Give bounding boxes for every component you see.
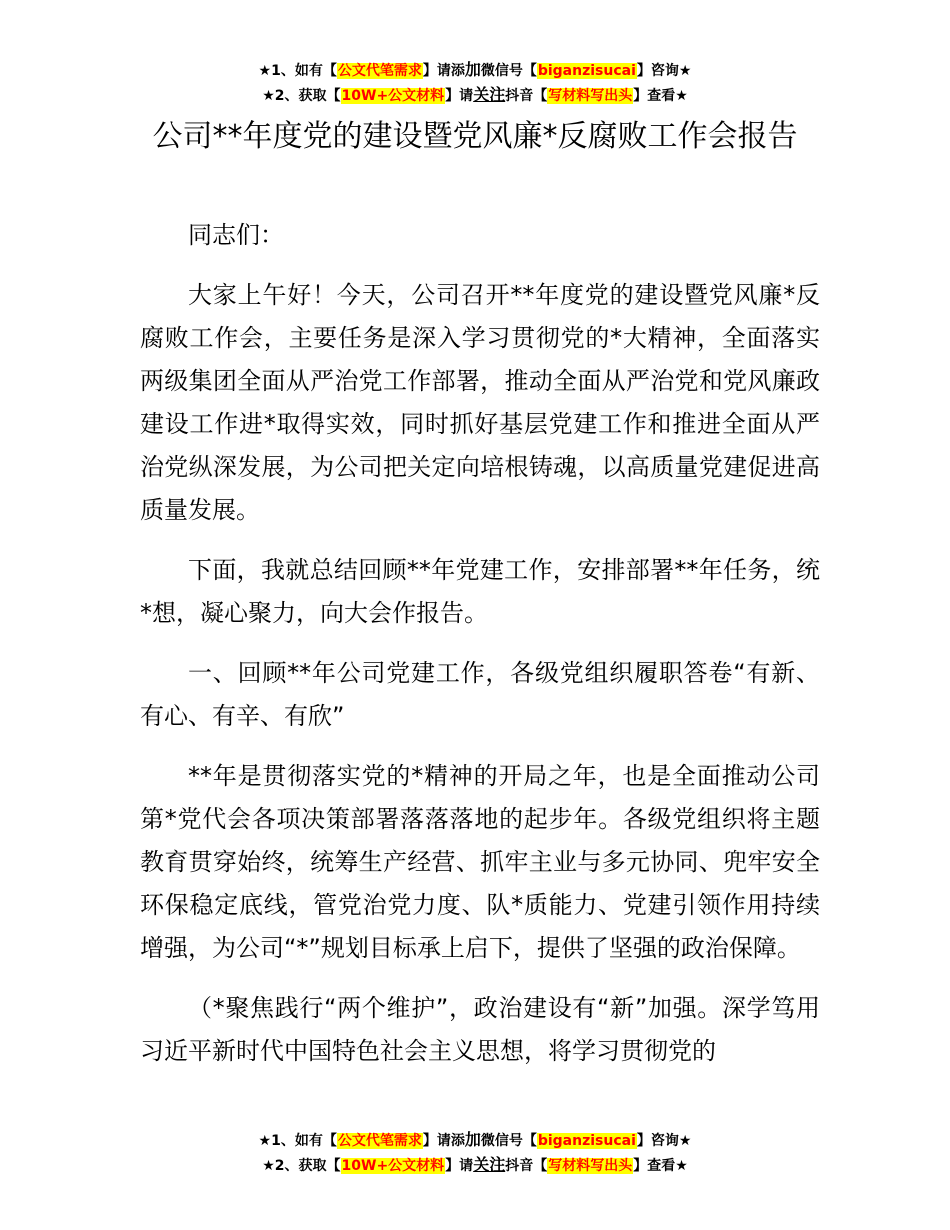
banner-text: 微信号【 — [480, 1133, 537, 1149]
banner-highlight: 10W+公文材料 — [341, 1158, 445, 1174]
banner-text: ★2、获取【 — [262, 88, 341, 104]
banner-highlight: 公文代笔需求 — [337, 1133, 422, 1149]
banner-line-2 — [0, 83, 950, 108]
banner-text: 】请添 — [422, 63, 465, 79]
banner-text: 】咨询★ — [636, 63, 692, 79]
banner-line-1 — [0, 58, 950, 83]
banner-highlight: 公文代笔需求 — [337, 63, 422, 79]
banner-text: 】查看★ — [633, 88, 688, 104]
banner-text: 】请添 — [422, 1133, 465, 1149]
banner-text: ★1、如有【 — [258, 1133, 337, 1149]
paragraph: （*聚焦践行“两个维护”，政治建设有“新”加强。深学笃用习近平新时代中国特色社会主义思想，将学习贯彻党的 — [140, 994, 820, 1065]
banner-emphasis: 关注 — [473, 1155, 506, 1174]
banner-text: ★1、如有【 — [258, 63, 337, 79]
paragraph: **年是贯彻落实党的*精神的开局之年，也是全面推动公司第*党代会各项决策部署落落落地的起步年。各级党组织将主题教育贯穿始终，统筹生产经营、抓牢主业与多元协同、兜牢安全环保稳定底线，管党治党力度、队*质能力、党建引领作用持续增强，为公司“*”规划目标承上启下，提供了坚强的政治保障。 — [140, 762, 820, 962]
footer-banner — [0, 1128, 950, 1178]
paragraph: 大家上午好！今天，公司召开**年度党的建设暨党风廉*反腐败工作会，主要任务是深入学习贯彻党的*大精神，全面落实两级集团全面从严治党工作部署，推动全面从严治党和党风廉政建设工作进*取得实效，同时抓好基层党建工作和推进全面从严治党纵深发展，为公司把关定向培根铸魂，以高质量党建促进高质量发展。 — [140, 281, 820, 524]
banner-text: 】查看★ — [633, 1158, 688, 1174]
banner-line-1 — [0, 1128, 950, 1153]
banner-highlight: biganzisucai — [537, 63, 636, 79]
paragraph-greeting: 同志们： — [188, 221, 284, 249]
banner-highlight: 写材料写出头 — [548, 1158, 633, 1174]
document-body — [140, 214, 820, 1090]
banner-text: 微信号【 — [480, 63, 537, 79]
banner-text: 】请 — [445, 1158, 474, 1174]
banner-text: 】咨询★ — [636, 1133, 692, 1149]
section-heading: 一、回顾**年公司党建工作，各级党组织履职答卷“有新、有心、有辛、有欣” — [140, 659, 820, 730]
banner-emphasis: 加 — [464, 1130, 481, 1149]
document-title: 公司**年度党的建设暨党风廉*反腐败工作会报告 — [152, 119, 798, 154]
banner-emphasis: 关注 — [473, 85, 506, 104]
header-banner — [0, 58, 950, 108]
banner-highlight: 10W+公文材料 — [341, 88, 445, 104]
banner-text: 抖音【 — [505, 1158, 548, 1174]
banner-text: 抖音【 — [505, 88, 548, 104]
banner-text: 】请 — [445, 88, 474, 104]
banner-emphasis: 加 — [464, 60, 481, 79]
banner-text: ★2、获取【 — [262, 1158, 341, 1174]
banner-line-2 — [0, 1153, 950, 1178]
banner-highlight: biganzisucai — [537, 1133, 636, 1149]
banner-highlight: 写材料写出头 — [548, 88, 633, 104]
paragraph: 下面，我就总结回顾**年党建工作，安排部署**年任务，统*想，凝心聚力，向大会作报告。 — [140, 556, 820, 627]
